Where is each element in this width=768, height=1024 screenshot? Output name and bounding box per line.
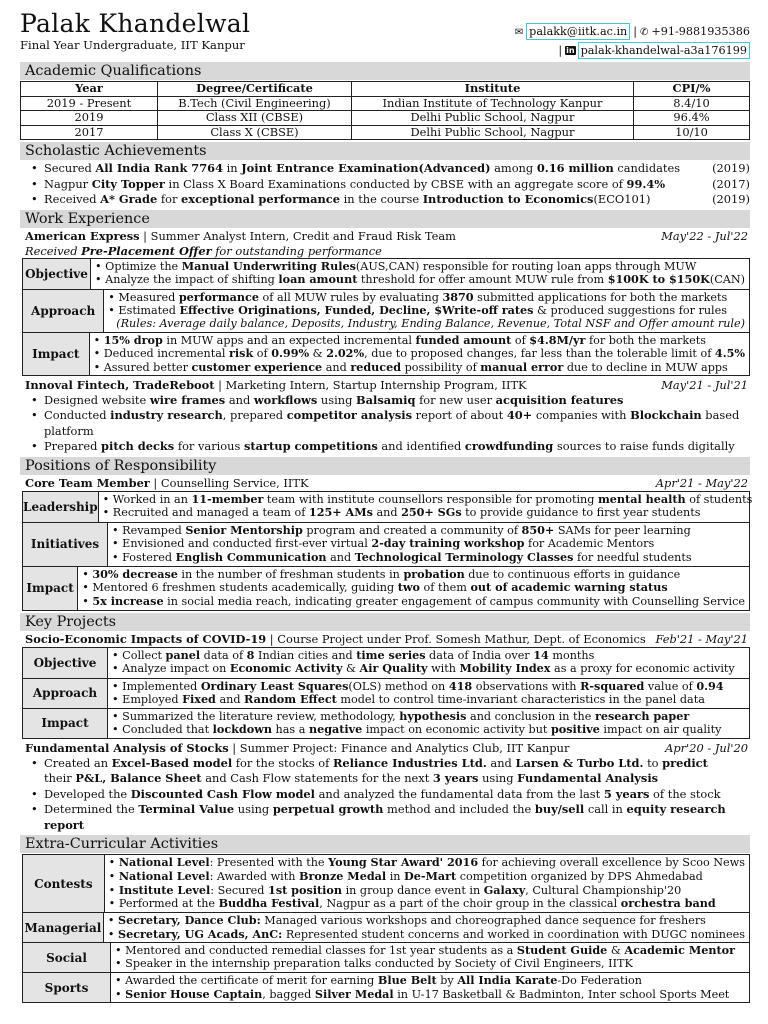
table-cell: B.Tech (Civil Engineering) xyxy=(158,96,352,111)
innoval-role-line: Innoval Fintech, TradeReboot | Marketing Intern, Startup Internship Program, IITK May'21 - Jul'21 xyxy=(25,377,748,392)
table-row xyxy=(21,96,750,111)
amex-grid xyxy=(22,258,750,376)
project-role: Summer Project: Finance and Analytics Club, IIT Kanpur xyxy=(239,740,570,755)
grid-content: • 15% drop in MUW apps and an expected incremental funded amount of $4.8M/yr for both the markets • Deduced incremental risk of 0.99% & 2.02%, due to proposed changes, far less than the tolerable limit of 4.5% • Assured better customer experience and reduced possibility of manual error due to decline in MUW apps xyxy=(93,332,745,375)
project-dates: Feb'21 - May'21 xyxy=(655,631,748,646)
list-item: • Nagpur City Topper in Class X Board Examinations conducted by CBSE with an aggregate score of 99.4% (2017) xyxy=(30,177,750,193)
table-cell: 10/10 xyxy=(634,125,750,140)
grid-label: Approach xyxy=(23,679,108,708)
table-cell: Class XII (CBSE) xyxy=(158,111,352,126)
covid-role-line: Socio-Economic Impacts of COVID-19 | Course Project under Prof. Somesh Mathur, Dept. of Economics Feb'21 - May'21 xyxy=(25,631,748,646)
grid-row xyxy=(23,289,749,332)
org-name: Core Team Member xyxy=(25,475,150,490)
role-title: Summer Analyst Intern, Credit and Fraud Risk Team xyxy=(150,228,456,243)
grid-label: Initiatives xyxy=(23,523,108,566)
list-item: • Designed website wire frames and workflows using Balsamiq for new user acquisition features xyxy=(30,393,750,409)
section-academic: Academic Qualifications xyxy=(20,62,750,80)
role-dates: May'21 - Jul'21 xyxy=(661,377,748,392)
scholastic-list xyxy=(20,161,750,208)
year-label: (2017) xyxy=(712,176,750,191)
list-item: • Developed the Discounted Cash Flow model and analyzed the fundamental data from the last 5 years of the stock xyxy=(30,787,750,803)
linkedin-icon: in xyxy=(566,46,575,55)
table-cell: Class X (CBSE) xyxy=(158,125,352,140)
resume-header xyxy=(20,10,750,60)
grid-content: • Summarized the literature review, methodology, hypothesis and conclusion in the research paper • Concluded that lockdown has a negative impact on economic activity but positive impact on air quality xyxy=(112,708,722,737)
list-item: • Conducted industry research, prepared competitor analysis report of about 40+ companies with Blockchain based platform xyxy=(30,408,750,439)
table-row xyxy=(21,111,750,126)
role-dates: Apr'21 - May'22 xyxy=(655,475,748,490)
grid-label: Approach xyxy=(23,290,104,332)
phone-icon: ✆ xyxy=(640,27,649,38)
phone-number: +91-9881935386 xyxy=(651,25,750,38)
grid-label: Objective xyxy=(23,259,91,289)
table-cell: 8.4/10 xyxy=(634,96,750,111)
grid-label: Sports xyxy=(23,973,111,1002)
grid-row xyxy=(23,678,749,708)
academic-table xyxy=(20,81,750,140)
section-por: Positions of Responsibility xyxy=(20,457,750,475)
list-item: • Determined the Terminal Value using perpetual growth method and included the buy/sell call in equity research report xyxy=(30,802,750,833)
candidate-name: Palak Khandelwal xyxy=(20,9,251,38)
table-cell: 2019 xyxy=(21,111,158,126)
col-year: Year xyxy=(21,82,158,97)
fa-role-line: Fundamental Analysis of Stocks | Summer Project: Finance and Analytics Club, IIT Kanpur Apr'20 - Jul'20 xyxy=(25,740,748,755)
grid-row xyxy=(23,648,749,678)
grid-content: • Mentored and conducted remedial classes for 1st year students as a Student Guide & Academic Mentor • Speaker in the internship preparation talks conducted by Society of Civil Engineers, IITK xyxy=(115,943,736,970)
grid-label: Impact xyxy=(23,333,90,375)
table-cell: 96.4% xyxy=(634,111,750,126)
grid-row xyxy=(23,708,749,738)
col-degree: Degree/Certificate xyxy=(158,82,352,97)
grid-label: Social xyxy=(23,943,111,972)
table-cell: 2019 - Present xyxy=(21,96,158,111)
email-link[interactable]: palakk@iitk.ac.in xyxy=(526,23,630,40)
list-item: • Received A* Grade for exceptional performance in the course Introduction to Economics(ECO101) (2019) xyxy=(30,192,750,208)
grid-content: • Awarded the certificate of merit for earning Blue Belt by All India Karate-Do Federation • Senior House Captain, bagged Silver Medal in U-17 Basketball & Badminton, Inter school Sports Meet xyxy=(115,973,730,1001)
grid-content: • Revamped Senior Mentorship program and created a community of 850+ SAMs for peer learning • Envisioned and conducted first-ever virtual 2-day training workshop for Academic Mentors • Fostered English Communication and Technological Terminology Classes for needful students xyxy=(112,522,692,565)
grid-content: • Collect panel data of 8 Indian cities and time series data of India over 14 months • Analyze impact on Economic Activity & Air Quality with Mobility Index as a proxy for economic activity xyxy=(112,647,735,676)
fa-list xyxy=(20,756,750,834)
grid-content: • Worked in an 11-member team with institute counsellors responsible for promoting mental health of students • Recruited and managed a team of 125+ AMs and 250+ SGs to provide guidance to first year students xyxy=(102,491,753,520)
grid-content: • Secretary, Dance Club: Managed various workshops and choreographed dance sequence for freshers • Secretary, UG Acads, AnC: Represented student concerns and worked in coordination with DUGC nominees xyxy=(107,913,745,941)
grid-label: Contests xyxy=(23,855,105,912)
grid-label: Managerial xyxy=(23,913,104,942)
col-institute: Institute xyxy=(352,82,634,97)
section-work: Work Experience xyxy=(20,210,750,228)
grid-row xyxy=(23,855,749,912)
org-name: Innoval Fintech, TradeReboot xyxy=(25,377,215,392)
envelope-icon: ✉ xyxy=(514,27,524,38)
covid-grid xyxy=(22,647,750,739)
grid-row xyxy=(23,912,749,942)
ppo-note: Received Pre-Placement Offer for outstanding performance xyxy=(25,243,382,258)
role-dates: May'22 - Jul'22 xyxy=(661,228,748,243)
year-label: (2019) xyxy=(712,161,750,176)
eca-grid xyxy=(22,854,750,1003)
project-title: Fundamental Analysis of Stocks xyxy=(25,740,229,755)
list-item: • Secured All India Rank 7764 in Joint Entrance Examination(Advanced) among 0.16 million candidates (2019) xyxy=(30,161,750,177)
project-role: Course Project under Prof. Somesh Mathur, Dept. of Economics xyxy=(277,631,646,646)
list-item: • Created an Excel-Based model for the stocks of Reliance Industries Ltd. and Larsen & Turbo Ltd. to predict their P&L, Balance Sheet and Cash Flow statements for the next 3 years using Fundamental Analysis xyxy=(30,756,750,787)
grid-row xyxy=(23,491,753,522)
grid-content: • Measured performance of all MUW rules by evaluating 3870 submitted applications for both the markets • Estimated Effective Originations, Funded, Decline, $Write-off rates & produced suggestions for rules (Rules: Average daily balance, Deposits, Industry, Ending Balance, Revenue, Total NSF and Offer amount rule) xyxy=(108,289,745,331)
role-title: Counselling Service, IITK xyxy=(160,475,309,490)
grid-content: • 30% decrease in the number of freshman students in probation due to continuous efforts in guidance • Mentored 6 freshmen students academically, guiding two of them out of academic warning status • 5x increase in social media reach, indicating greater engagement of campus community with Counselling Service xyxy=(82,566,745,609)
table-cell: Delhi Public School, Nagpur xyxy=(352,111,634,126)
year-label: (2019) xyxy=(712,192,750,207)
table-cell: 2017 xyxy=(21,125,158,140)
academic-header-row xyxy=(21,82,750,97)
por-role-line: Core Team Member | Counselling Service, IITK Apr'21 - May'22 xyxy=(25,475,748,490)
grid-label: Impact xyxy=(23,567,78,610)
por-grid xyxy=(22,491,753,611)
role-title: Marketing Intern, Startup Internship Program, IITK xyxy=(225,377,527,392)
grid-row xyxy=(23,942,749,972)
col-cpi: CPI/% xyxy=(634,82,750,97)
grid-row xyxy=(23,259,749,289)
grid-row xyxy=(23,972,749,1002)
list-item: • Prepared pitch decks for various startup competitions and identified crowdfunding sources to raise funds digitally xyxy=(30,439,750,455)
grid-label: Impact xyxy=(23,709,108,738)
table-row xyxy=(21,125,750,140)
contact-block: ✉ palakk@iitk.ac.in | ✆ +91-9881935386 | in palak-khandelwal-a3a176199 xyxy=(514,25,750,57)
grid-label: Leadership xyxy=(23,492,99,522)
grid-content: • Implemented Ordinary Least Squares(OLS) method on 418 observations with R-squared value of 0.94 • Employed Fixed and Random Effect model to control time-invariant characteristics in the panel data xyxy=(112,678,724,707)
grid-row xyxy=(23,522,749,566)
grid-label: Objective xyxy=(23,648,108,678)
table-cell: Indian Institute of Technology Kanpur xyxy=(352,96,634,111)
grid-content: • National Level: Presented with the Young Star Award' 2016 for achieving overall excellence by Scoo News • National Level: Awarded with Bronze Medal in De-Mart competition organized by DPS Ahmedabad • Institute Level: Secured 1st position in group dance event in Galaxy, Cultural Championship'20 • Performed at the Buddha Festival, Nagpur as a part of the choir group in the classical orchestra band xyxy=(108,855,745,911)
section-eca: Extra-Curricular Activities xyxy=(20,835,750,853)
candidate-tagline: Final Year Undergraduate, IIT Kanpur xyxy=(20,38,245,52)
project-dates: Apr'20 - Jul'20 xyxy=(665,740,748,755)
grid-row xyxy=(23,332,749,375)
grid-content: • Optimize the Manual Underwriting Rules(AUS,CAN) responsible for routing loan apps through MUW • Analyze the impact of shifting loan amount threshold for offer amount MUW rule from $100K to $150K(CAN) xyxy=(95,258,745,287)
org-name: American Express xyxy=(25,228,140,243)
innoval-list xyxy=(20,393,750,455)
section-scholastic: Scholastic Achievements xyxy=(20,142,750,160)
section-projects: Key Projects xyxy=(20,613,750,631)
linkedin-link[interactable]: palak-khandelwal-a3a176199 xyxy=(578,42,750,59)
project-title: Socio-Economic Impacts of COVID-19 xyxy=(25,631,267,646)
table-cell: Delhi Public School, Nagpur xyxy=(352,125,634,140)
amex-role-line: American Express | Summer Analyst Intern, Credit and Fraud Risk Team May'22 - Jul'22 xyxy=(25,228,748,243)
grid-row xyxy=(23,566,749,610)
